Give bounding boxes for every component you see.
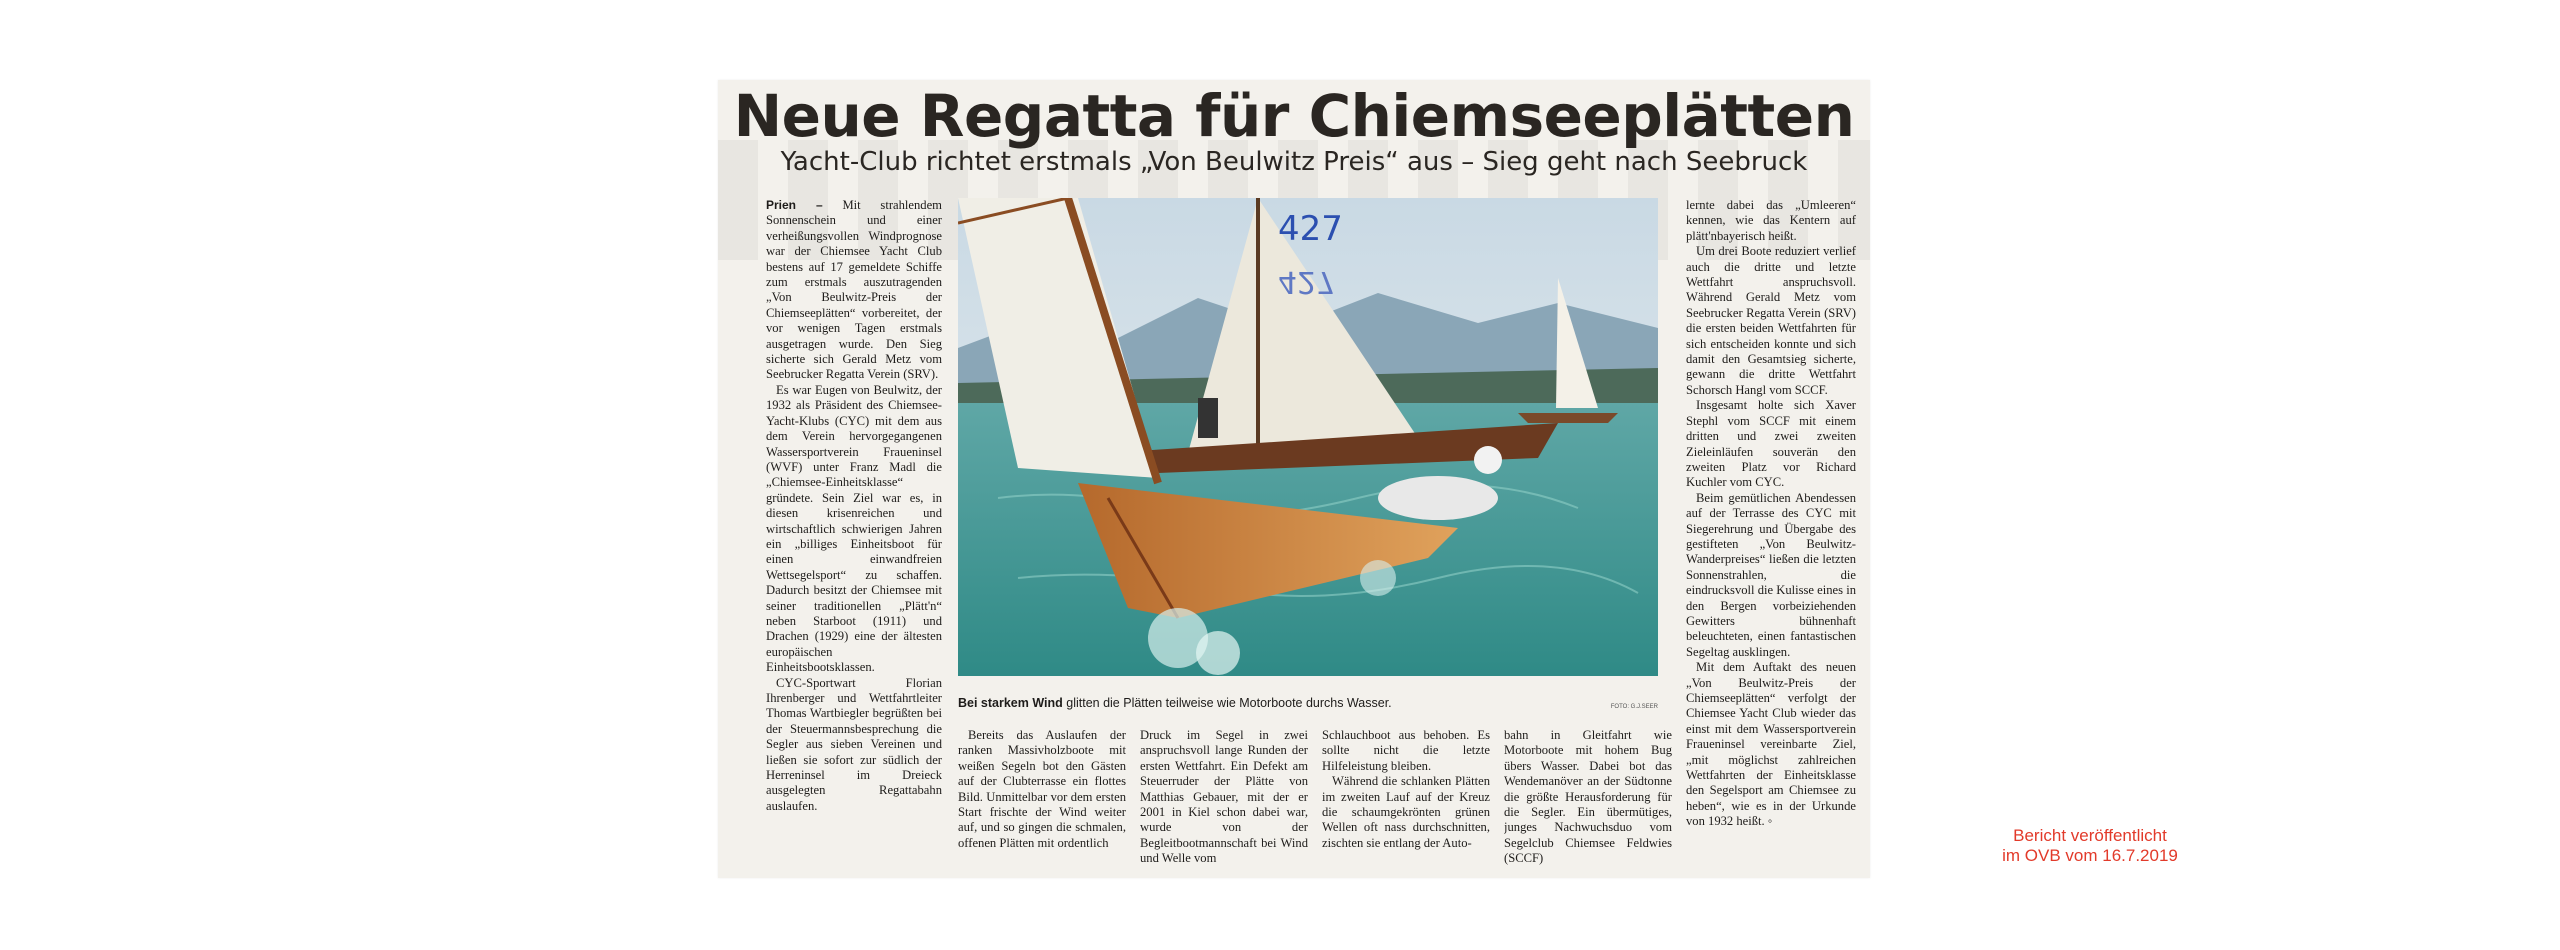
- paragraph: Mit dem Auftakt des neuen „Von Beulwitz-Preis der Chiemseeplätten“ verfolgt der Chiemsee Yacht Club wieder das einst mit dem Wassersportverein Fraueninsel vereinbarte Ziel, „mit möglichst zahlreichen Wettfahrten der Einheitsklasse den Segelsport am Chiemsee zu heben“, wie es in der Urkunde von 1932 heißt. ◦: [1686, 660, 1856, 829]
- sailboat-illustration: [958, 198, 1658, 676]
- paragraph: [766, 198, 942, 383]
- newspaper-clipping: [718, 80, 1870, 878]
- photo-credit: FOTO: G.J.SEER: [1610, 704, 1658, 710]
- caption-bold: Bei starkem Wind: [958, 696, 1063, 710]
- paragraph: Insgesamt holte sich Xaver Stephl vom SCCF mit einem dritten und zwei zweiten Zieleinläufen souverän den zweiten Platz vor Richard Kuchler vom CYC.: [1686, 398, 1856, 490]
- paragraph: CYC-Sportwart Florian Ihrenberger und Wettfahrtleiter Thomas Wartbiegler begrüßten bei der Steuermannsbesprechung die Segler aus sieben Vereinen und ließen sie sofort zur südlich der Herreninsel im Dreieck ausgelegten Regattabahn auslaufen.: [766, 675, 942, 813]
- paragraph-text: Mit strahlendem Sonnenschein und einer verheißungsvollen Windprognose war der Chiemsee Yacht Club bestens auf 17 gemeldete Schiffe zum erstmals auszutragenden „Von Beulwitz-Preis der Chiemseeplätten“ vorbereitet, der vor wenigen Tagen erstmals ausgetragen wurde. Den Sieg sicherte sich Gerald Metz vom Seebrucker Regatta Verein (SRV).: [766, 198, 942, 382]
- sailing-photo: [958, 198, 1658, 676]
- publication-note: [1880, 826, 2300, 866]
- article-column-4: [1322, 728, 1490, 868]
- article-column-1: [766, 198, 942, 866]
- paragraph: bahn in Gleitfahrt wie Motorboote mit hohem Bug übers Wasser. Dabei bot das Wendemanöver an der Südtonne die größte Herausforderung für die Segler. Ein übermütiges, junges Nachwuchsduo vom Segelclub Chiemsee Feldwies (SCCF): [1504, 728, 1672, 866]
- dateline: Prien –: [766, 198, 823, 212]
- paragraph: Um drei Boote reduziert verlief auch die dritte und letzte Wettfahrt anspruchsvoll. Während Gerald Metz vom Seebrucker Regatta Verein (SRV) die ersten beiden Wettfahrten für sich entscheiden konnte und sich damit den Gesamtsieg sicherte, gewann die dritte Wettfahrt Schorsch Hangl vom SCCF.: [1686, 244, 1856, 397]
- paragraph: Druck im Segel in zwei anspruchsvoll lange Runden der ersten Wettfahrt. Ein Defekt am Steuerruder der Plätte von Matthias Gebauer, mit der er 2001 in Kiel schon dabei war, wurde von der Begleitbootmannschaft bei Wind und Welle vom: [1140, 728, 1308, 866]
- paragraph: Es war Eugen von Beulwitz, der 1932 als Präsident des Chiemsee-Yacht-Klubs (CYC) mit dem aus dem Verein hervorgegangenen Wassersportverein Fraueninsel (WVF) unter Franz Madl die „Chiemsee-Einheitsklasse“ gründete. Sein Ziel war es, in diesen krisenreichen und wirtschaftlich schwierigen Jahren ein „billiges Einheitsboot für einen einwandfreien Wettsegelsport“ zu schaffen. Dadurch besitzt der Chiemsee mit seiner traditionellen „Plätt'n“ neben Starboot (1911) und Drachen (1929) eine der ältesten europäischen Einheitsbootsklassen.: [766, 382, 942, 675]
- note-line-1: Bericht veröffentlicht: [2013, 826, 2167, 845]
- subheadline: Yacht-Club richtet erstmals „Von Beulwitz Preis“ aus – Sieg geht nach Seebruck: [780, 147, 1808, 177]
- paragraph: lernte dabei das „Umleeren“ kennen, wie das Kentern auf plätt'nbayerisch heißt.: [1686, 198, 1856, 243]
- paragraph: Schlauchboot aus behoben. Es sollte nicht die letzte Hilfeleistung bleiben.: [1322, 728, 1490, 773]
- article-column-3: [1140, 728, 1308, 868]
- paragraph: Bereits das Auslaufen der ranken Massivholzboote mit weißen Segeln bot den Gästen auf der Clubterrasse ein flottes Bild. Unmittelbar vor dem ersten Start frischte der Wind weiter auf, und so gingen die schmalen, offenen Plätten mit ordentlich: [958, 728, 1126, 850]
- note-line-2: im OVB vom 16.7.2019: [2002, 846, 2178, 865]
- sail-number: 427: [1278, 209, 1343, 249]
- paragraph: Beim gemütlichen Abendessen auf der Terrasse des CYC mit Siegerehrung und Übergabe des gestifteten „Von Beulwitz-Wanderpreises“ ließen die letzten Sonnenstrahlen, die eindrucksvoll die Kulisse eines in den Bergen vorbeiziehenden Gewitters bühnenhaft beleuchteten, einen fantastischen Segeltag ausklingen.: [1686, 490, 1856, 659]
- photo-caption: [958, 696, 1558, 710]
- sail-number-mirrored: 427: [1278, 264, 1336, 299]
- article-column-6: [1686, 198, 1856, 868]
- article-column-5: [1504, 728, 1672, 868]
- caption-text: glitten die Plätten teilweise wie Motorboote durchs Wasser.: [1062, 696, 1392, 710]
- article-column-2: [958, 728, 1126, 868]
- headline: Neue Regatta für Chiemseeplätten: [733, 82, 1855, 150]
- paragraph: Während die schlanken Plätten im zweiten Lauf auf der Kreuz die schaumgekrönten grünen Wellen oft nass durchschnitten, zischten sie entlang der Auto-: [1322, 774, 1490, 850]
